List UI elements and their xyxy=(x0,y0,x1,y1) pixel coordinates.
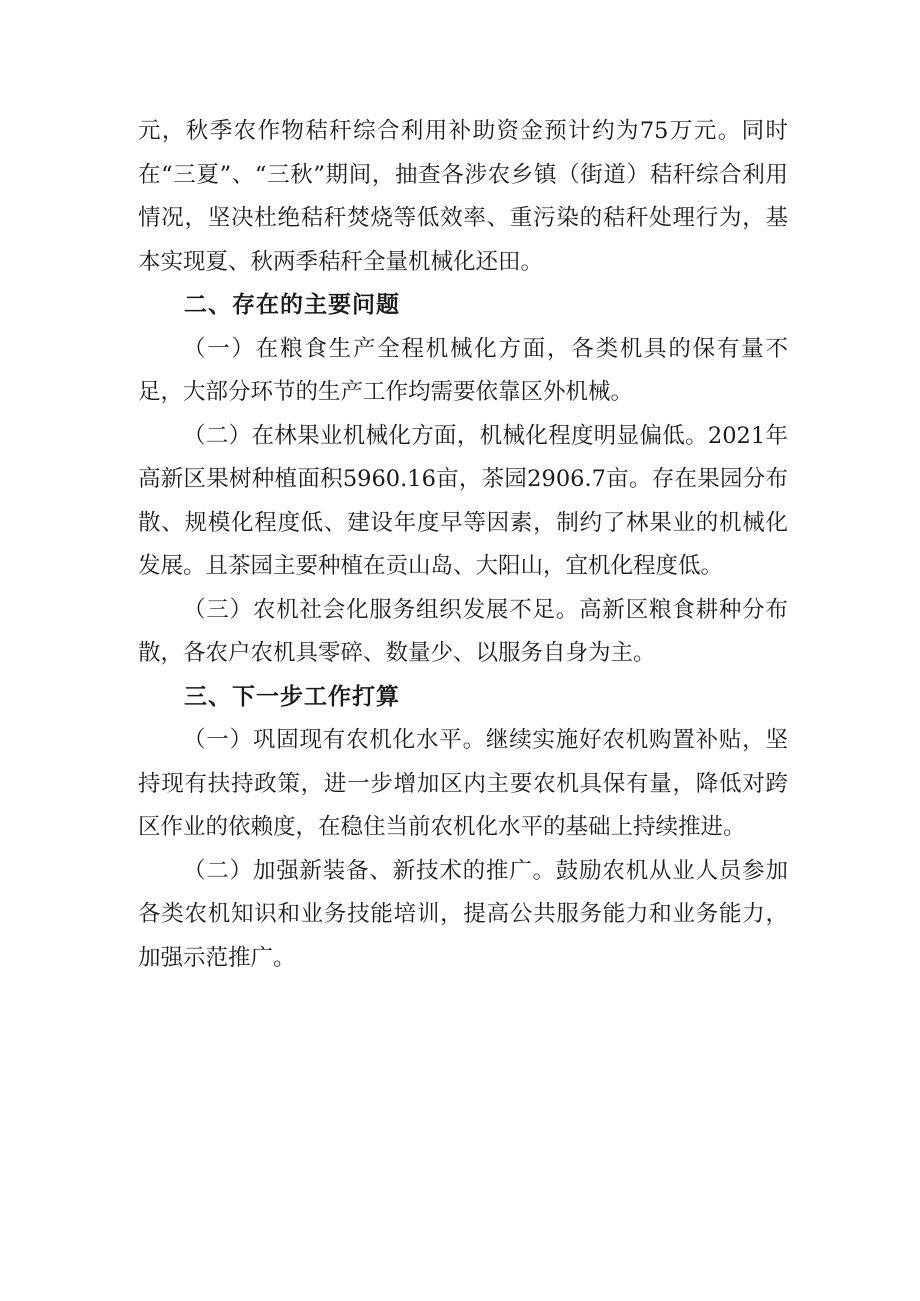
document-body xyxy=(138,110,788,980)
paragraph-problem-3: （三）农机社会化服务组织发展不足。高新区粮食耕种分布散，各农户农机具零碎、数量少、以服务自身为主。 xyxy=(138,596,788,666)
paragraph-plan-2: （二）加强新装备、新技术的推广。鼓励农机从业人员参加各类农机知识和业务技能培训，提高公共服务能力和业务能力，加强示范推广。 xyxy=(138,857,788,971)
paragraph-continuation: 元，秋季农作物秸秆综合利用补助资金预计约为75万元。同时在“三夏”、“三秋”期间，抽查各涉农乡镇（街道）秸秆综合利用情况，坚决杜绝秸秆焚烧等低效率、重污染的秸秆处理行为，基本实现夏、秋两季秸秆全量机械化还田。 xyxy=(138,118,788,275)
section-heading-main-problems: 二、存在的主要问题 xyxy=(184,292,400,318)
section-heading-next-steps: 三、下一步工作打算 xyxy=(184,683,400,710)
paragraph-problem-1: （一）在粮食生产全程机械化方面，各类机具的保有量不足，大部分环节的生产工作均需要依靠区外机械。 xyxy=(138,335,788,405)
paragraph-plan-1: （一）巩固现有农机化水平。继续实施好农机购置补贴，坚持现有扶持政策，进一步增加区内主要农机具保有量，降低对跨区作业的依赖度，在稳住当前农机化水平的基础上持续推进。 xyxy=(138,727,788,840)
paragraph-problem-2: （二）在林果业机械化方面，机械化程度明显偏低。2021年高新区果树种植面积5960.16亩，茶园2906.7亩。存在果园分布散、规模化程度低、建设年度早等因素，制约了林果业的机械化发展。且茶园主要种植在贡山岛、大阳山，宜机化程度低。 xyxy=(138,422,788,579)
